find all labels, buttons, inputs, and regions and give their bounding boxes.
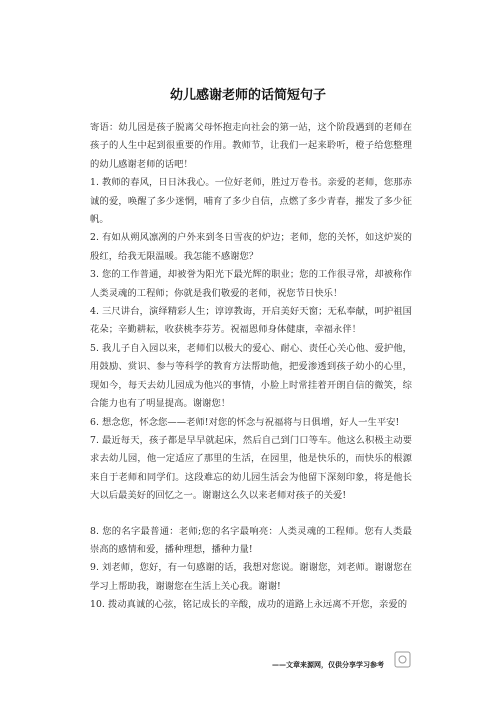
list-item: 7. 最近每天，孩子都是早早就起床，然后自己到门口等车。他这么积极主动要求去幼儿园，他一定适应了那里的生活，在园里，他是快乐的，而快乐的根源来自于老师和同学们。这段难忘的幼儿园生活会为他留下深刻印象，将是他长大以后最美好的回忆之一。谢谢这么久以来老师对孩子的关爱! xyxy=(90,434,412,502)
list-item: 9. 刘老师，您好，有一句感谢的话，我想对您说。谢谢您，刘老师。谢谢您在学习上帮助我，谢谢您在生活上关心我。谢谢! xyxy=(90,562,412,592)
list-item: 3. 您的工作普通，却被誉为阳光下最光辉的职业；您的工作很寻常，却被称作人类灵魂的工程师；你就是我们敬爱的老师，祝您节日快乐！ xyxy=(90,269,412,299)
page-title: 幼儿感谢老师的话简短句子 xyxy=(169,88,326,103)
list-item: 5. 我儿子自入园以来，老师们以极大的爱心、耐心、责任心关心他、爱护他，用鼓励、赏识、参与等科学的教育方法帮助他，把爱渗透到孩子幼小的心里，现如今，每天去幼儿园成为他兴的事情，小脸上时常挂着开朗自信的微笑，综合能力也有了明显提高。谢谢您！ xyxy=(90,342,412,410)
page-corner-icon xyxy=(393,650,412,669)
list-item: 6. 想念您，怀念您——老师!对您的怀念与祝福将与日俱增，好人一生平安! xyxy=(90,416,400,428)
paragraph-gap xyxy=(90,506,412,523)
list-item: 4. 三尺讲台，演绎精彩人生；谆谆教诲，开启美好天窗；无私奉献，呵护祖国花朵；辛勤耕耘，收获桃李芬芳。祝福恩师身体健康，幸福永伴！ xyxy=(90,306,412,336)
list-item: 10. 拨动真诚的心弦，铭记成长的辛酸，成功的道路上永远离不开您，亲爱的 xyxy=(90,599,408,611)
page-footer: ——文章来源网，仅供分享学习参考 xyxy=(272,661,384,669)
intro-paragraph: 寄语：幼儿园是孩子脱离父母怀抱走向社会的第一站，这个阶段遇到的老师在孩子的人生中起到很重要的作用。教师节，让我们一起来聆听，橙子给您整理的幼儿感谢老师的话吧！ xyxy=(90,122,412,170)
article-body xyxy=(90,119,412,615)
list-item: 2. 有如从朔风凛冽的户外来到冬日雪夜的炉边；老师，您的关怀，如这炉炭的殷红，给我无限温暖。我怎能不感谢您？ xyxy=(90,232,412,262)
list-item: 1. 教师的春风，日日沐我心。一位好老师，胜过万卷书。亲爱的老师，您那赤诚的爱，唤醒了多少迷惘，哺育了多少自信，点燃了多少青春，摧发了多少征帆。 xyxy=(90,177,412,226)
list-item: 8. 您的名字最普通：老师;您的名字最响亮：人类灵魂的工程师。您有人类最崇高的感情和爱，播种理想，播种力量! xyxy=(90,525,412,555)
